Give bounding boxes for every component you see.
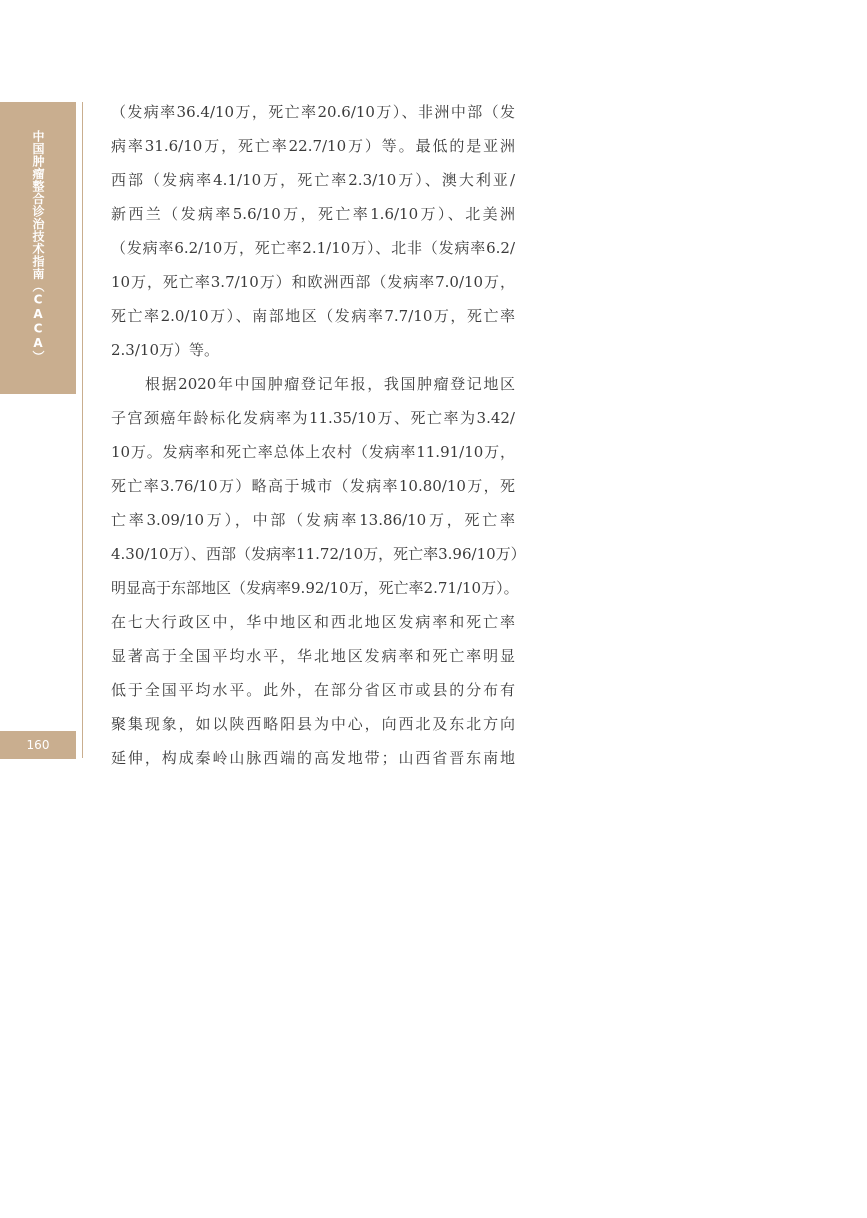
text-line: 4.30/10万）、西部（发病率11.72/10万，死亡率3.96/10万）	[111, 545, 526, 563]
page-number: 160	[26, 738, 50, 752]
text-line: 死亡率3.76/10万）略高于城市（发病率10.80/10万，死	[111, 477, 515, 495]
text-line: 2.3/10万）等。	[111, 341, 219, 359]
text-line: 子宫颈癌年龄标化发病率为11.35/10万、死亡率为3.42/	[111, 409, 515, 427]
text-line: 根据2020年中国肿瘤登记年报，我国肿瘤登记地区	[145, 375, 515, 393]
body-text	[111, 95, 526, 775]
page-number-box	[0, 731, 76, 759]
text-line: （发病率36.4/10万，死亡率20.6/10万）、非洲中部（发	[111, 103, 515, 121]
text-line: （发病率6.2/10万，死亡率2.1/10万）、北非（发病率6.2/	[111, 239, 515, 257]
paragraph-1	[111, 95, 515, 367]
text-line: 新西兰（发病率5.6/10万，死亡率1.6/10万）、北美洲	[111, 205, 515, 223]
text-line: 病率31.6/10万，死亡率22.7/10万）等。最低的是亚洲	[111, 137, 515, 155]
text-line: 聚集现象，如以陕西略阳县为中心，向西北及东北方向	[111, 715, 515, 733]
text-line: 亡率3.09/10万），中部（发病率13.86/10万，死亡率	[111, 511, 515, 529]
text-line: 低于全国平均水平。此外，在部分省区市或县的分布有	[111, 681, 515, 699]
side-tab	[0, 102, 76, 394]
vertical-rule	[82, 102, 83, 758]
text-line: 显著高于全国平均水平，华北地区发病率和死亡率明显	[111, 647, 515, 665]
text-line: 10万。发病率和死亡率总体上农村（发病率11.91/10万，	[111, 443, 515, 461]
text-line: 西部（发病率4.1/10万，死亡率2.3/10万）、澳大利亚/	[111, 171, 515, 189]
text-line: 明显高于东部地区（发病率9.92/10万，死亡率2.71/10万）。	[111, 579, 519, 597]
guide-title: 中国肿瘤整合诊治技术指南（CACA）	[31, 130, 45, 363]
text-line: 在七大行政区中，华中地区和西北地区发病率和死亡率	[111, 613, 515, 631]
paragraph-2	[111, 367, 526, 775]
text-line: 延伸，构成秦岭山脉西端的高发地带；山西省晋东南地	[111, 749, 515, 767]
text-line: 死亡率2.0/10万）、南部地区（发病率7.7/10万，死亡率	[111, 307, 515, 325]
text-line: 10万，死亡率3.7/10万）和欧洲西部（发病率7.0/10万，	[111, 273, 515, 291]
